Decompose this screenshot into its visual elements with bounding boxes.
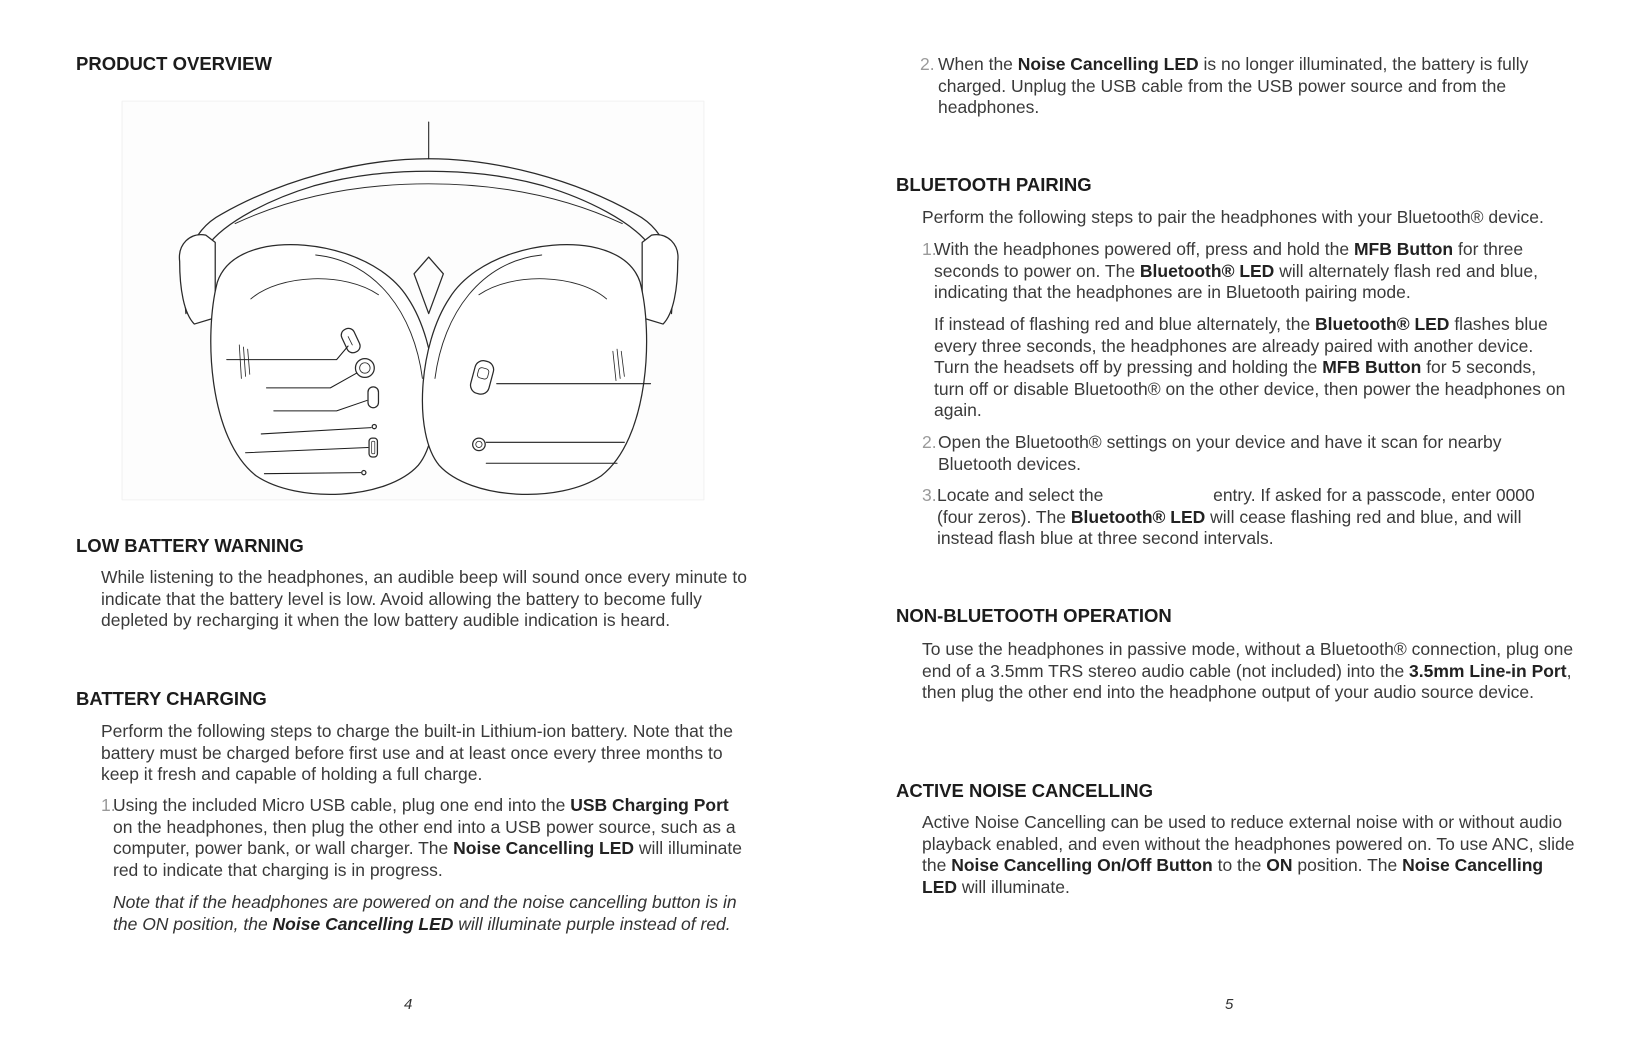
- bluetooth-pairing-heading: BLUETOOTH PAIRING: [896, 174, 1092, 195]
- text-run: will illuminate purple instead of red.: [453, 913, 731, 934]
- product-overview-heading: PRODUCT OVERVIEW: [76, 53, 272, 74]
- bold-term: Noise Cancelling LED: [922, 855, 1544, 897]
- text-run: When the: [938, 54, 1018, 74]
- step-number: 3.: [922, 485, 937, 505]
- mfb-button-icon: [355, 359, 374, 378]
- volume-button-icon: [368, 387, 378, 408]
- step-text: [938, 54, 1543, 119]
- text-run: is no longer illuminated, the battery is fully charged. Unplug the USB cable from the USB power source and from the headphones.: [938, 54, 1529, 117]
- active-noise-cancelling-heading: ACTIVE NOISE CANCELLING: [896, 780, 1153, 801]
- text-run: Using the included Micro USB cable, plug one end into the: [113, 795, 571, 815]
- page-number: 4: [404, 996, 413, 1013]
- bold-term: Bluetooth® LED: [1139, 260, 1275, 281]
- pairing-step-1-note: [934, 314, 1566, 422]
- bold-term: Noise Cancelling LED: [272, 913, 454, 934]
- page-right: [816, 0, 1632, 1056]
- bold-term: Bluetooth® LED: [1315, 314, 1450, 334]
- pairing-step-3: [922, 485, 1562, 550]
- bold-term: 3.5mm Line-in Port: [1409, 660, 1567, 681]
- text-run: Active Noise Cancelling can be used to reduce external noise with or without audio playback enabled, and even without the headphones powered on. To use ANC, slide the: [922, 812, 1575, 875]
- step-text: [934, 239, 1566, 304]
- bluetooth-pairing-intro: [922, 207, 1602, 229]
- text-run: will alternately flash red and blue, indicating that the headphones are in Bluetooth pairing mode.: [934, 260, 1538, 302]
- step-number: 1.: [922, 239, 937, 259]
- bold-term: Noise Cancelling LED: [453, 838, 635, 858]
- text-run: , then plug the other end into the headphone output of your audio source device.: [922, 660, 1572, 702]
- text-run: on the headphones, then plug the other end into a USB power source, such as a computer, power bank, or wall charger. The: [113, 816, 736, 858]
- text-run: for 5 seconds, turn off or disable Bluetooth® on the other device, then power the headphones on again.: [934, 357, 1566, 420]
- step-text: [937, 485, 1562, 550]
- non-bluetooth-operation-heading: NON-BLUETOOTH OPERATION: [896, 605, 1172, 626]
- text-run: Perform the following steps to pair the headphones with your Bluetooth® device.: [922, 207, 1544, 227]
- text-run: Open the Bluetooth® settings on your device and have it scan for nearby Bluetooth devices.: [938, 432, 1502, 474]
- charging-step-1: [101, 795, 753, 881]
- text-run: To use the headphones in passive mode, without a Bluetooth® connection, plug one end of a 3.5mm TRS stereo audio cable (not included) into the: [922, 639, 1574, 681]
- battery-charging-intro: [101, 721, 761, 786]
- bold-term: ON: [1266, 855, 1293, 875]
- text-run: will illuminate red to indicate that charging is in progress.: [113, 838, 742, 880]
- active-noise-cancelling-text: [922, 812, 1582, 898]
- text-run: entry. If asked for a passcode, enter 0000 (four zeros). The: [937, 485, 1535, 527]
- step-text: [113, 795, 753, 881]
- text-run: If instead of flashing red and blue alternately, the: [934, 314, 1316, 334]
- pairing-step-2: [922, 432, 1558, 475]
- bold-term: Noise Cancelling LED: [1017, 54, 1199, 74]
- battery-charging-heading: BATTERY CHARGING: [76, 688, 267, 709]
- text-run: Note that if the headphones are powered on and the noise cancelling button is in the ON position, the: [113, 892, 737, 934]
- text-run: Locate and select the: [937, 485, 1109, 505]
- text-run: flashes blue every three seconds, the headphones are already paired with another device. Turn the headsets off by pressing and holding the: [934, 314, 1548, 377]
- step-number: 1.: [101, 795, 116, 815]
- blank-entry-name: [1108, 500, 1208, 501]
- page-number: 5: [1225, 996, 1234, 1013]
- pairing-step-1: [922, 239, 1566, 304]
- step-number: 2.: [922, 432, 937, 452]
- low-battery-warning-text: [101, 567, 761, 632]
- bold-term: Bluetooth® LED: [1070, 506, 1206, 527]
- low-battery-warning-heading: LOW BATTERY WARNING: [76, 535, 304, 556]
- step-number: 2.: [920, 54, 935, 74]
- text-run: to the: [1212, 855, 1267, 875]
- text-run: for three seconds to power on. The: [934, 239, 1524, 281]
- bold-term: Noise Cancelling On/Off Button: [951, 855, 1213, 875]
- bold-term: MFB Button: [1322, 357, 1422, 377]
- step-text: [938, 432, 1558, 475]
- text-run: While listening to the headphones, an audible beep will sound once every minute to indicate that the battery level is low. Avoid allowing the battery to become fully depleted by recharging it when the low battery audible indication is heard.: [101, 567, 747, 630]
- non-bluetooth-operation-text: [922, 639, 1582, 704]
- text-run: With the headphones powered off, press and hold the: [934, 239, 1354, 259]
- line-in-port-icon: [473, 438, 486, 451]
- text-run: will illuminate.: [957, 876, 1070, 897]
- headphones-diagram: [120, 99, 706, 502]
- text-run: Perform the following steps to charge the built-in Lithium-ion battery. Note that the battery must be charged before first use and at least once every three months to keep it fresh and capable of holding a full charge.: [101, 721, 733, 784]
- bold-term: MFB Button: [1353, 239, 1454, 259]
- charging-step-2: [920, 54, 1543, 119]
- text-run: position. The: [1292, 855, 1403, 875]
- usb-charging-port-icon: [369, 438, 377, 457]
- charging-note: [113, 892, 753, 935]
- bold-term: USB Charging Port: [570, 795, 729, 815]
- text-run: will cease flashing red and blue, and will instead flash blue at three second intervals.: [937, 506, 1522, 548]
